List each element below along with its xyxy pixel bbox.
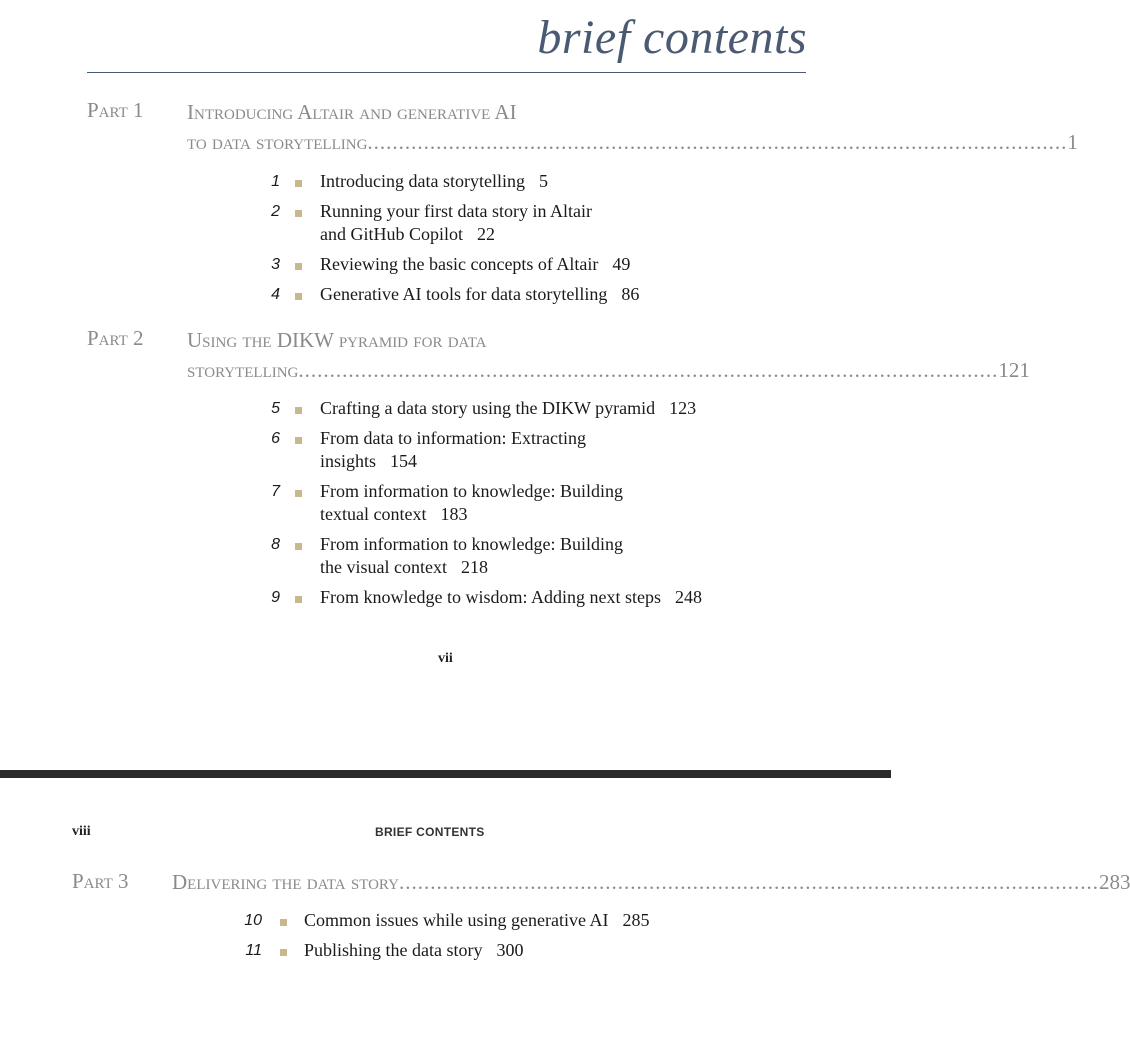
- folio: vii: [438, 651, 453, 666]
- chapter-title: From information to knowledge: Building: [320, 534, 623, 554]
- part-label: Part 1: [87, 98, 144, 122]
- chapter-title: From knowledge to wisdom: Adding next steps 248: [320, 587, 702, 607]
- bullet-icon: [295, 180, 302, 187]
- dot-leader: ................................................................................................................: [298, 358, 999, 382]
- chapter-number: 10: [244, 912, 262, 929]
- chapter-page: 300: [496, 940, 524, 960]
- chapter-number: 6: [271, 430, 280, 447]
- running-head: BRIEF CONTENTS: [375, 825, 485, 839]
- bullet-icon: [295, 596, 302, 603]
- part-1-title-line1: Introducing Altair and generative AI: [187, 100, 517, 124]
- part-label: Part 2: [87, 326, 144, 350]
- chapter-title-cont: textual context 183: [320, 504, 468, 524]
- bullet-icon: [295, 293, 302, 300]
- part-page-number: 283: [1098, 870, 1130, 894]
- bullet-icon: [295, 437, 302, 444]
- chapter-page: 5: [538, 171, 548, 191]
- chapter-page: 22: [477, 224, 495, 244]
- bullet-icon: [280, 949, 287, 956]
- part-3-title: [172, 867, 1130, 897]
- part-title-text: storytelling: [187, 358, 299, 382]
- part-page-number: 1: [1067, 130, 1078, 154]
- part-1-title-line2: [187, 127, 1078, 157]
- chapter-number: 5: [271, 400, 280, 417]
- folio: viii: [72, 824, 91, 839]
- chapter-number: 11: [245, 942, 262, 959]
- dot-leader: ................................................................................................................: [367, 130, 1068, 154]
- chapter-title: Crafting a data story using the DIKW pyramid 123: [320, 398, 697, 418]
- page-title: brief contents: [537, 11, 807, 64]
- page-divider: [0, 770, 891, 778]
- chapter-page: 86: [621, 284, 640, 304]
- part-label: Part 3: [72, 869, 129, 893]
- bullet-icon: [295, 543, 302, 550]
- bullet-icon: [295, 490, 302, 497]
- chapter-title: Generative AI tools for data storytelling 86: [320, 284, 640, 304]
- chapter-title-cont: insights 154: [320, 451, 418, 471]
- part-2-title-line1: Using the DIKW pyramid for data: [187, 328, 487, 352]
- chapter-page: 183: [440, 504, 468, 524]
- chapter-title: Running your first data story in Altair: [320, 201, 592, 221]
- chapter-page: 49: [612, 254, 631, 274]
- chapter-number: 8: [271, 536, 280, 553]
- bullet-icon: [295, 210, 302, 217]
- chapter-title-cont: and GitHub Copilot 22: [320, 224, 495, 244]
- chapter-number: 7: [271, 483, 280, 500]
- chapter-title: Introducing data storytelling 5: [320, 171, 548, 191]
- chapter-title: Common issues while using generative AI 285: [304, 910, 650, 930]
- chapter-page: 154: [390, 451, 418, 471]
- bullet-icon: [295, 407, 302, 414]
- chapter-title: From data to information: Extracting: [320, 428, 586, 448]
- chapter-page: 285: [622, 910, 650, 930]
- part-2-title-line2: [187, 355, 1030, 385]
- chapter-number: 3: [271, 256, 280, 273]
- chapter-page: 248: [675, 587, 702, 607]
- bullet-icon: [280, 919, 287, 926]
- bullet-icon: [295, 263, 302, 270]
- chapter-title: Reviewing the basic concepts of Altair 49: [320, 254, 631, 274]
- part-title-text: to data storytelling: [187, 130, 368, 154]
- chapter-title: Publishing the data story 300: [304, 940, 524, 960]
- chapter-number: 4: [271, 286, 280, 303]
- part-title-text: Delivering the data story: [172, 870, 399, 894]
- chapter-title: From information to knowledge: Building: [320, 481, 623, 501]
- chapter-page: 218: [460, 557, 488, 577]
- title-rule: [87, 72, 806, 73]
- part-page-number: 121: [998, 358, 1030, 382]
- page-viii: [0, 778, 1130, 1039]
- chapter-title-cont: the visual context 218: [320, 557, 488, 577]
- chapter-number: 1: [271, 173, 280, 190]
- chapter-page: 123: [669, 398, 697, 418]
- chapter-number: 9: [271, 589, 280, 606]
- chapter-number: 2: [271, 203, 280, 220]
- dot-leader: ................................................................................................................: [398, 870, 1099, 894]
